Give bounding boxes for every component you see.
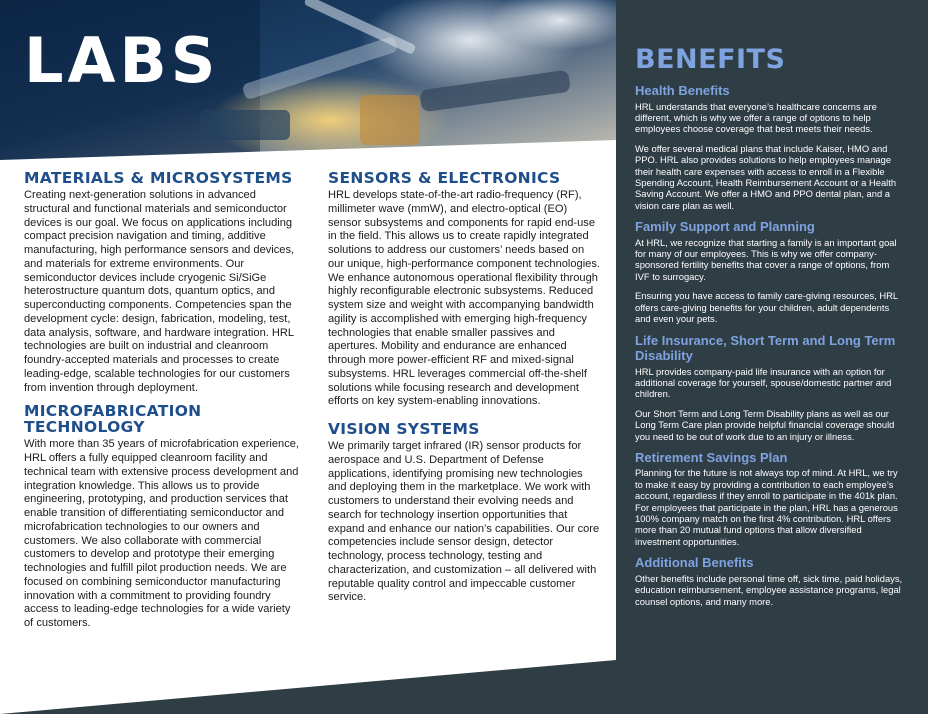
page-title: LABS: [24, 24, 220, 97]
section-body: We primarily target infrared (IR) sensor products for aerospace and U.S. Department of Defense applications, identifying promising new technologies and deploying them in the marketplace. We work with customers to understand their evolving needs and search for technology insertion opportunities that expand and enhance our nation’s capabilities. Our core competencies include sensor design, detector technology, process technology, testing and characterization, and customization – all delivered with reputable quality control and impeccable customer service.: [328, 440, 600, 604]
benefit-family: [635, 219, 903, 324]
benefit-paragraph: Planning for the future is not always top of mind. At HRL, we try to make it easy by providing a contribution to each employee’s account, regardless if they enroll to participate in the 401k plan. For employees that participate in the plan, HRL has a generous 100% company match on the first 4% contribution. HRL offers more than 20 mutual fund options that allow diversified investment opportunities.: [635, 467, 898, 547]
benefits-title: BENEFITS: [635, 44, 786, 75]
section-body: HRL develops state-of-the-art radio-frequency (RF), millimeter wave (mmW), and electro-optical (EO) sensor subsystems and components for rapid end-use in the field. This allows us to create rapidly integrated solutions to address our customers’ needs based on our unique, high-performance component technologies. We enhance autonomous operational flexibility through highly reconfigurable electronic subsystems. Reduced system size and weight with accompanying bandwidth agility is accomplished with emerging high-frequency technologies that enable smaller passives and apertures. Mobility and endurance are enhanced through more power-efficient RF and mixed-signal subsystems. HRL leverages commercial off-the-shelf solutions while focusing research and development efforts on key system-enabling innovations.: [328, 189, 600, 408]
benefit-health: [635, 83, 903, 211]
section-body: Creating next-generation solutions in advanced structural and functional materials and semiconductor devices is our goal. We focus on applications including compact precision navigation and timing, additive manufacturing, high performance sensors and devices, and materials for extreme environments. Our semiconductor devices include cryogenic Si/SiGe heterostructure quantum dots, quantum optics, and superconducting components. Competencies span the development cycle: design, fabrication, modeling, test, data analysis, software, and hardware integration. HRL technologies are built on industrial and cleanroom foundry-accepted materials and processes to create leading-edge, scalable technologies for our customers from invention through deployment.: [24, 189, 295, 394]
benefit-paragraph: HRL provides company-paid life insurance with an option for additional coverage for yourself, spouse/domestic partner and children.: [635, 365, 892, 400]
benefit-life-insurance: [635, 333, 903, 442]
benefit-paragraph: Our Short Term and Long Term Disability plans as well as our Long Term Care plan provide helpful financial coverage should you need to be out of work due to an injury or illness.: [635, 407, 895, 442]
section-body: With more than 35 years of microfabrication experience, HRL offers a fully equipped cleanroom facility and technical team with extensive process development and integration knowledge. This allows us to provide engineering, prototyping, and production services that enable transition of differentiating semiconductor and microfabrication technologies to our owners and customers. We also collaborate with commercial customers to develop and prototype their emerging technologies and fulfill pilot production needs. We are focused on combining semiconductor manufacturing innovation with a commitment to providing foundry access to leading-edge technologies for a wide variety of customers.: [24, 438, 300, 629]
section-heading: MICROFABRICATION TECHNOLOGY: [24, 402, 202, 437]
benefit-paragraph: HRL understands that everyone’s healthcare concerns are different, which is why we offer a range of options to help employees choose coverage that best meets their needs.: [635, 100, 877, 135]
section-heading: VISION SYSTEMS: [328, 420, 480, 438]
section-materials-microsystems: [24, 170, 300, 395]
benefit-heading: Additional Benefits: [635, 555, 754, 571]
section-heading: MATERIALS & MICROSYSTEMS: [24, 169, 293, 187]
section-sensors-electronics: [328, 170, 600, 409]
benefit-heading: Life Insurance, Short Term and Long Term Disability: [635, 332, 896, 363]
section-heading: SENSORS & ELECTRONICS: [328, 169, 561, 187]
benefits-column: [635, 83, 903, 615]
middle-column: [328, 170, 600, 619]
benefit-retirement: [635, 450, 903, 547]
benefit-paragraph: At HRL, we recognize that starting a family is an important goal for many of our employees. This is why we offer company-sponsored fertility benefits that cover a range of options, from IVF to surrogacy.: [635, 236, 897, 282]
section-vision-systems: [328, 421, 600, 605]
benefit-paragraph: We offer several medical plans that include Kaiser, HMO and PPO. HRL also provides solutions to help employees manage their health care expenses with access to enroll in a Flexible Spending Account, Health Reimbursement Account or a Health Saving Account. We offer a HMO and PPO dental plan, and a vision care plan as well.: [635, 142, 897, 211]
benefit-paragraph: Ensuring you have access to family care-giving resources, HRL offers care-giving benefits for your children, adult dependents and even your pets.: [635, 290, 898, 325]
benefit-additional: [635, 555, 903, 607]
section-microfabrication: [24, 403, 300, 631]
benefit-heading: Health Benefits: [635, 83, 730, 98]
benefit-paragraph: Other benefits include personal time off, sick time, paid holidays, education reimbursement, employee assistance programs, legal counsel options, and many more.: [635, 572, 903, 607]
benefit-heading: Family Support and Planning: [635, 219, 815, 235]
benefit-heading: Retirement Savings Plan: [635, 449, 788, 465]
left-column: [24, 170, 300, 645]
